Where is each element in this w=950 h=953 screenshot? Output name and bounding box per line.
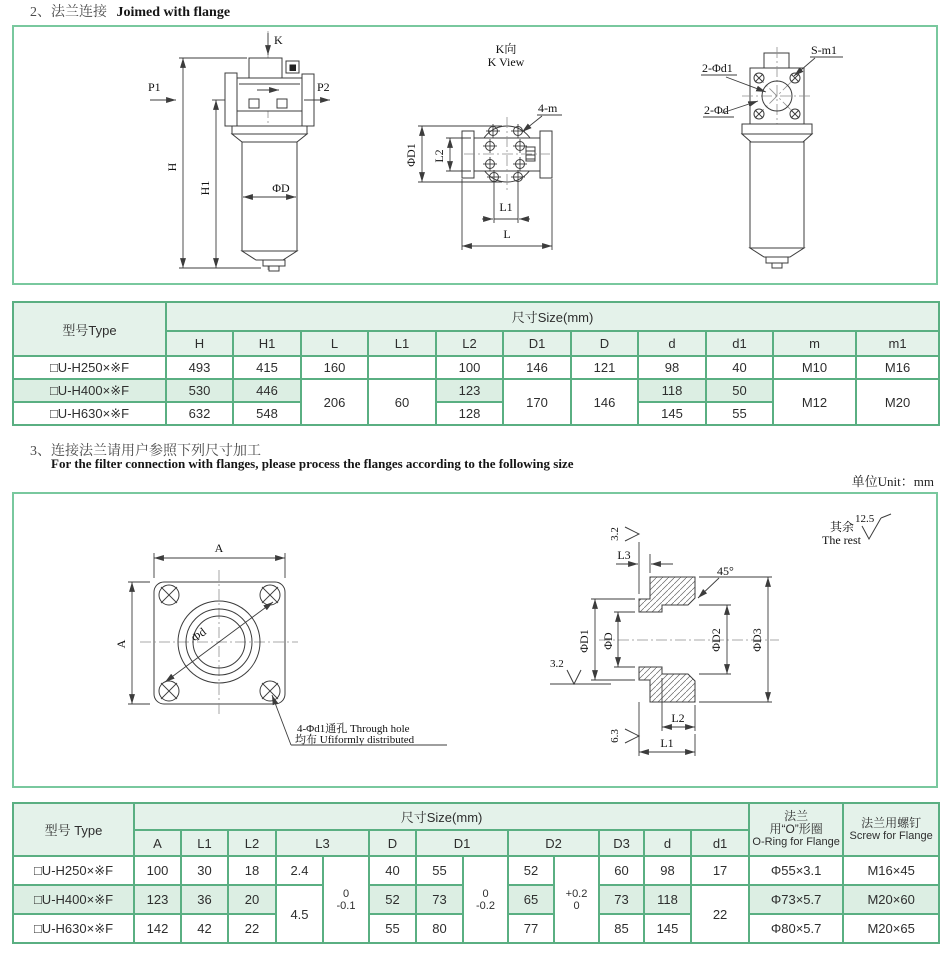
table-cell: 160 <box>301 356 368 379</box>
dim-label-l2: L2 <box>432 149 446 163</box>
table-cell: 121 <box>571 356 638 379</box>
table-cell: 2.4 <box>276 856 323 885</box>
flange-machining-drawing <box>14 494 932 784</box>
table-cell: 52 <box>508 856 554 885</box>
front-view-drawing <box>148 31 330 271</box>
table-cell: □U-H630×※F <box>13 914 134 943</box>
table-cell: Φ73×5.7 <box>749 885 843 914</box>
table-cell: 4.5 <box>276 885 323 943</box>
roughness-bottom: 6.3 <box>609 729 621 743</box>
flange-face-drawing <box>114 541 447 746</box>
column-header: d1 <box>691 830 749 856</box>
column-header-oring <box>749 803 843 856</box>
port-label-p1: P1 <box>148 80 161 94</box>
table-cell: 446 <box>233 379 301 402</box>
tolerance-lower: -0.2 <box>476 899 495 912</box>
table-cell: 145 <box>638 402 706 425</box>
flange-connection-drawing-box <box>12 25 938 285</box>
screw-header-line1: 法兰用螺钉 <box>861 815 922 830</box>
table-cell: 17 <box>691 856 749 885</box>
oring-header-line1: 法兰 <box>784 809 809 823</box>
screw-header-line2: Screw for Flange <box>849 829 933 842</box>
roughness-top: 3.2 <box>609 527 621 541</box>
table-cell: M16×45 <box>843 856 939 885</box>
column-header: m1 <box>856 331 939 356</box>
oring-header-line2: 用“O”形圈 <box>769 822 823 836</box>
column-header: A <box>134 830 181 856</box>
table-cell: 73 <box>416 885 463 914</box>
port-label-p2: P2 <box>317 80 330 94</box>
section2-heading-en: Joimed with flange <box>116 5 231 20</box>
table-cell: 98 <box>644 856 691 885</box>
dimension-table-flange-machining <box>12 802 940 944</box>
table-cell: □U-H400×※F <box>13 885 134 914</box>
column-header: D3 <box>599 830 644 856</box>
dim-label-phi-d3: ΦD3 <box>750 628 764 652</box>
table-cell: 493 <box>166 356 233 379</box>
table-cell: 548 <box>233 402 301 425</box>
tolerance-lower: -0.1 <box>336 899 356 912</box>
table-cell: M16 <box>856 356 939 379</box>
table-cell: 60 <box>368 379 436 425</box>
dim-label-phi-d: Φd <box>188 624 209 645</box>
section3-heading-en: For the filter connection with flanges, please process the flanges according to the following size <box>51 456 574 471</box>
tolerance-lower: 0 <box>573 899 580 912</box>
dim-label-a-top: A <box>214 541 224 555</box>
column-header: L3 <box>276 830 369 856</box>
table-cell: 40 <box>369 856 416 885</box>
column-header-size: 尺寸Size(mm) <box>134 803 749 830</box>
table-cell: 30 <box>181 856 228 885</box>
dim-label-phi-d1: ΦD1 <box>404 143 418 167</box>
column-header: d <box>644 830 691 856</box>
column-header: D <box>571 331 638 356</box>
table-cell: 18 <box>228 856 276 885</box>
dim-label-phi-d1: ΦD1 <box>577 629 591 653</box>
dim-label-l2-sec: L2 <box>671 711 685 725</box>
table-cell: M10 <box>773 356 856 379</box>
table-cell: 65 <box>508 885 554 914</box>
table-cell: M20×65 <box>843 914 939 943</box>
table-cell: M20 <box>856 379 939 425</box>
dim-label-phi-d2: ΦD2 <box>709 628 723 652</box>
table-cell: 146 <box>571 379 638 425</box>
table-cell: 98 <box>638 356 706 379</box>
column-header-size: 尺寸Size(mm) <box>166 302 939 331</box>
table-cell: 100 <box>134 856 181 885</box>
dimension-table-flange-connection <box>12 301 940 426</box>
table-cell: M12 <box>773 379 856 425</box>
section2-heading <box>30 1 230 21</box>
column-header-type: 型号Type <box>13 302 166 356</box>
column-header: H <box>166 331 233 356</box>
table-cell: 42 <box>181 914 228 943</box>
column-header: L <box>301 331 368 356</box>
table-cell: 145 <box>644 914 691 943</box>
dim-label-phi-d-sec: ΦD <box>601 632 615 650</box>
callout-uniform: 均布 Ufiformly distributed <box>295 734 415 746</box>
table-cell: 206 <box>301 379 368 425</box>
table-cell: 170 <box>503 379 571 425</box>
table-cell: 22 <box>691 885 749 943</box>
table-cell: 128 <box>436 402 503 425</box>
table-cell: □U-H400×※F <box>13 379 166 402</box>
table-cell: 142 <box>134 914 181 943</box>
dim-label-k: K <box>274 33 283 47</box>
unit-label: 单位Unit：mm <box>851 474 934 489</box>
flange-section-drawing <box>550 513 891 756</box>
column-header: D1 <box>503 331 571 356</box>
table-cell: Φ80×5.7 <box>749 914 843 943</box>
rest-label-zh: 其余 <box>830 520 855 534</box>
column-header: d <box>638 331 706 356</box>
table-cell: M20×60 <box>843 885 939 914</box>
table-cell: 52 <box>369 885 416 914</box>
column-header: H1 <box>233 331 301 356</box>
side-view-drawing <box>701 43 843 268</box>
table-cell: 77 <box>508 914 554 943</box>
oring-header-line3: O-Ring for Flange <box>752 836 840 848</box>
table-cell: 50 <box>706 379 773 402</box>
callout-s-m1: S-m1 <box>811 43 838 57</box>
dim-label-a-left: A <box>114 639 128 649</box>
table-cell: 123 <box>436 379 503 402</box>
chamfer-label: 45° <box>717 564 734 578</box>
table-cell: 40 <box>706 356 773 379</box>
column-header: L2 <box>436 331 503 356</box>
column-header: D2 <box>508 830 599 856</box>
k-view-title-zh: K向 <box>495 42 517 56</box>
table-cell: □U-H250×※F <box>13 856 134 885</box>
column-header-screw <box>843 803 939 856</box>
column-header: L1 <box>181 830 228 856</box>
callout-2-phi-d: 2-Φd <box>704 103 729 117</box>
table-cell: 60 <box>599 856 644 885</box>
dim-label-h1: H1 <box>198 180 212 196</box>
tolerance-upper: 0 <box>342 887 350 900</box>
table-cell-empty <box>368 356 436 379</box>
column-header: d1 <box>706 331 773 356</box>
table-cell: 73 <box>599 885 644 914</box>
table-cell: 118 <box>638 379 706 402</box>
roughness-rest: 12.5 <box>855 513 875 525</box>
table-cell: 55 <box>706 402 773 425</box>
column-header: L2 <box>228 830 276 856</box>
dim-label-l1-sec: L1 <box>660 736 674 750</box>
table-cell: 80 <box>416 914 463 943</box>
table-cell: Φ55×3.1 <box>749 856 843 885</box>
dim-label-l1: L1 <box>499 200 513 214</box>
column-header: L1 <box>368 331 436 356</box>
callout-2-phi-d1: 2-Φd1 <box>702 61 733 75</box>
table-cell: □U-H630×※F <box>13 402 166 425</box>
column-header: D <box>369 830 416 856</box>
roughness-left: 3.2 <box>550 658 564 670</box>
tolerance-cell-L3 <box>323 856 369 943</box>
table-cell: 20 <box>228 885 276 914</box>
column-header: D1 <box>416 830 508 856</box>
k-view-title-en: K View <box>487 55 525 69</box>
table-cell: 55 <box>369 914 416 943</box>
table-cell: 146 <box>503 356 571 379</box>
tolerance-cell-D1 <box>463 856 508 943</box>
callout-through-hole: 4-Φd1通孔 Through hole <box>297 723 410 735</box>
dim-label-h: H <box>165 162 179 172</box>
column-header-type: 型号 Type <box>13 803 134 856</box>
callout-4m: 4-m <box>538 101 558 115</box>
dim-label-l3: L3 <box>617 548 631 562</box>
table-cell: 36 <box>181 885 228 914</box>
flange-machining-drawing-box <box>12 492 938 788</box>
column-header: m <box>773 331 856 356</box>
table-cell: 415 <box>233 356 301 379</box>
dim-label-phi-d: ΦD <box>272 181 290 195</box>
table-cell: 85 <box>599 914 644 943</box>
section2-heading-zh: 2、法兰连接 <box>30 5 107 20</box>
k-view-drawing <box>404 42 562 250</box>
table-cell: 118 <box>644 885 691 914</box>
table-cell: 632 <box>166 402 233 425</box>
table-cell: 55 <box>416 856 463 885</box>
section3-heading-zh: 3、连接法兰请用户参照下列尺寸加工 <box>30 444 261 459</box>
tolerance-cell-D2 <box>554 856 599 943</box>
tolerance-upper: 0 <box>482 887 489 900</box>
table-cell: 123 <box>134 885 181 914</box>
table-cell: 530 <box>166 379 233 402</box>
table-cell: 100 <box>436 356 503 379</box>
table-cell: □U-H250×※F <box>13 356 166 379</box>
flange-connection-drawing <box>14 27 932 279</box>
dim-label-l: L <box>503 227 511 241</box>
table-cell: 22 <box>228 914 276 943</box>
tolerance-upper: +0.2 <box>565 887 588 900</box>
rest-label-en: The rest <box>822 533 861 547</box>
